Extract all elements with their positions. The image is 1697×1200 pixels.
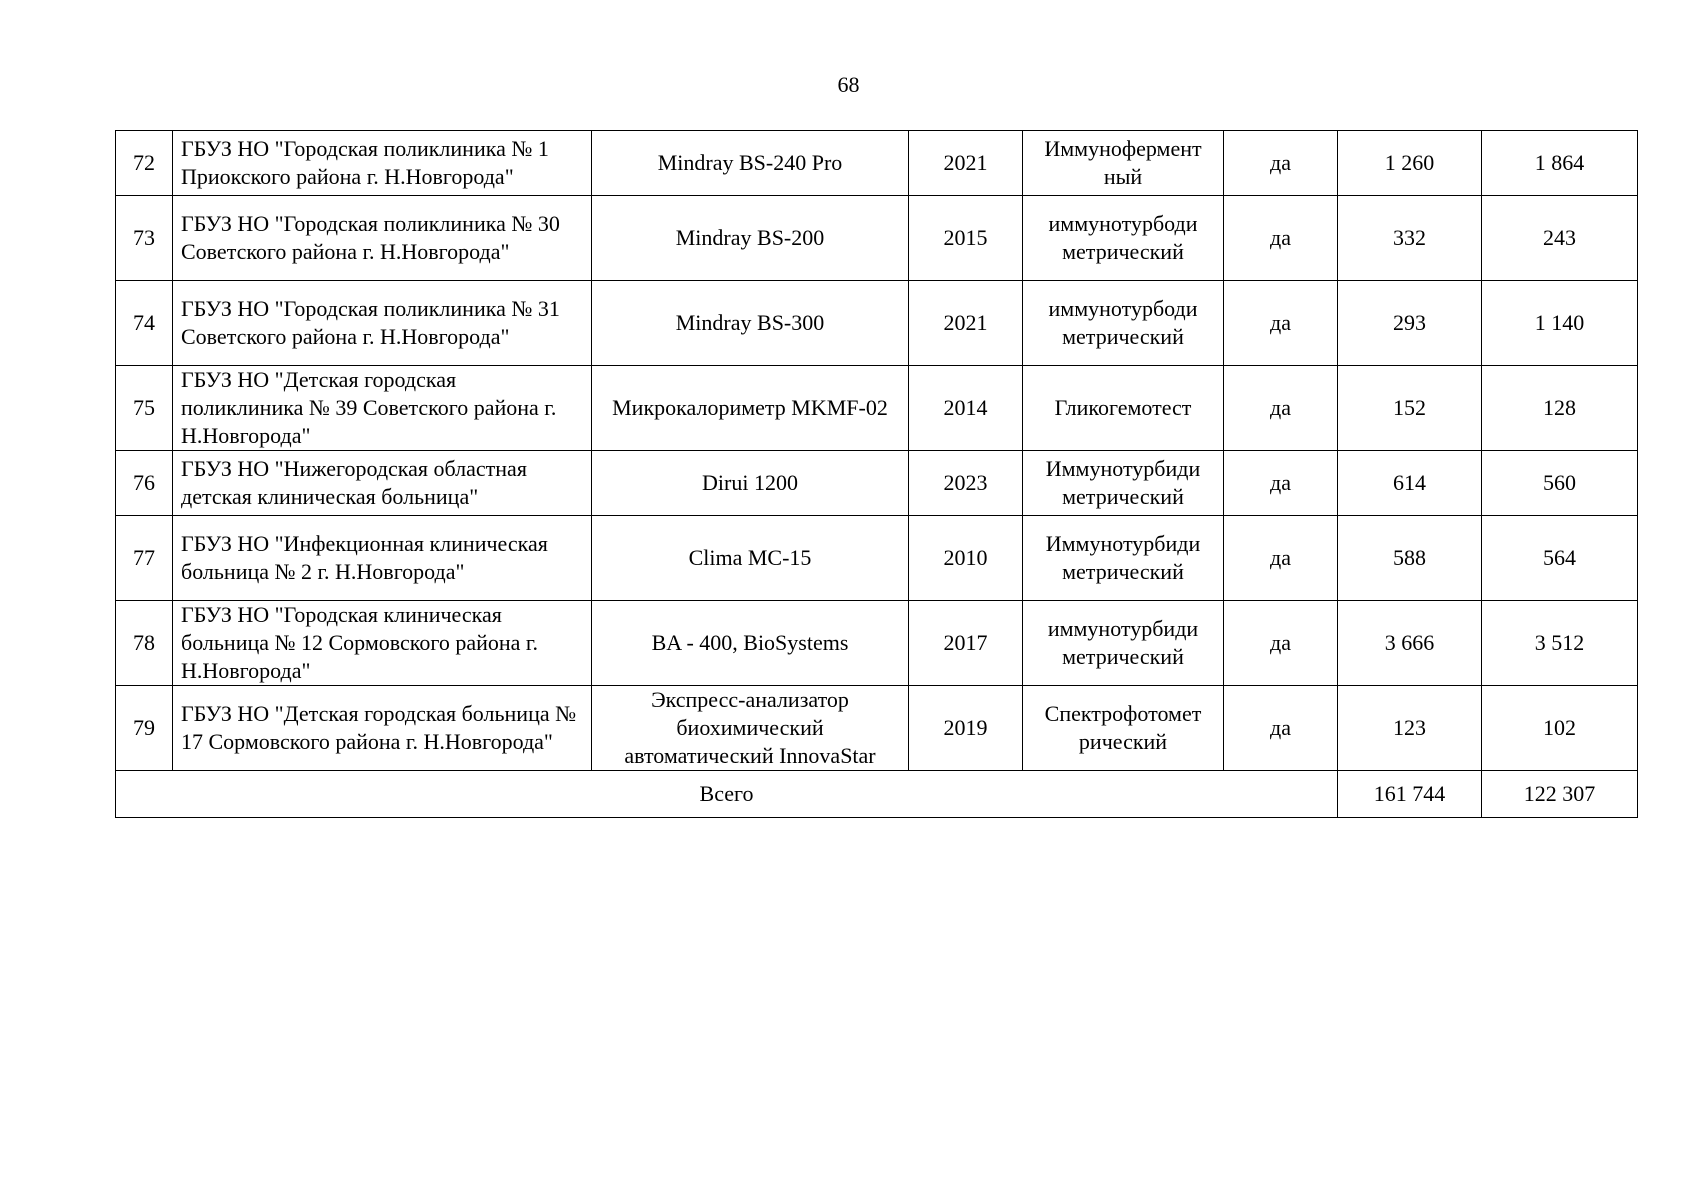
flag: да bbox=[1224, 131, 1338, 196]
year: 2015 bbox=[909, 196, 1023, 281]
value-2: 1 864 bbox=[1482, 131, 1638, 196]
flag: да bbox=[1224, 366, 1338, 451]
value-2: 128 bbox=[1482, 366, 1638, 451]
flag: да bbox=[1224, 686, 1338, 771]
table-row bbox=[116, 451, 1638, 516]
flag: да bbox=[1224, 516, 1338, 601]
row-number: 78 bbox=[116, 601, 173, 686]
organization-name: ГБУЗ НО "Инфекционная клиническая больница № 2 г. Н.Новгорода" bbox=[173, 516, 592, 601]
table-row bbox=[116, 686, 1638, 771]
value-1: 3 666 bbox=[1338, 601, 1482, 686]
row-number: 73 bbox=[116, 196, 173, 281]
organization-name: ГБУЗ НО "Детская городская поликлиника № 39 Советского района г. Н.Новгорода" bbox=[173, 366, 592, 451]
total-value-2: 122 307 bbox=[1482, 771, 1638, 818]
method: иммунотурбоди метрический bbox=[1023, 281, 1224, 366]
organization-name: ГБУЗ НО "Городская поликлиника № 31 Советского района г. Н.Новгорода" bbox=[173, 281, 592, 366]
analyzer-model: Mindray BS-240 Pro bbox=[592, 131, 909, 196]
value-2: 102 bbox=[1482, 686, 1638, 771]
analyzer-model: Clima MC-15 bbox=[592, 516, 909, 601]
year: 2021 bbox=[909, 131, 1023, 196]
row-number: 75 bbox=[116, 366, 173, 451]
row-number: 72 bbox=[116, 131, 173, 196]
table-row bbox=[116, 281, 1638, 366]
organization-name: ГБУЗ НО "Нижегородская областная детская клиническая больница" bbox=[173, 451, 592, 516]
value-1: 614 bbox=[1338, 451, 1482, 516]
method: иммунотурбиди метрический bbox=[1023, 601, 1224, 686]
table-row bbox=[116, 131, 1638, 196]
value-1: 1 260 bbox=[1338, 131, 1482, 196]
value-1: 123 bbox=[1338, 686, 1482, 771]
total-value-1: 161 744 bbox=[1338, 771, 1482, 818]
total-row bbox=[116, 771, 1638, 818]
row-number: 76 bbox=[116, 451, 173, 516]
organization-name: ГБУЗ НО "Детская городская больница № 17 Сормовского района г. Н.Новгорода" bbox=[173, 686, 592, 771]
analyzer-model: Экспресс-анализатор биохимический автоматический InnovaStar bbox=[592, 686, 909, 771]
table-row bbox=[116, 516, 1638, 601]
value-2: 1 140 bbox=[1482, 281, 1638, 366]
flag: да bbox=[1224, 451, 1338, 516]
method: Иммунотурбиди метрический bbox=[1023, 451, 1224, 516]
value-1: 152 bbox=[1338, 366, 1482, 451]
table-row bbox=[116, 366, 1638, 451]
value-1: 588 bbox=[1338, 516, 1482, 601]
organization-name: ГБУЗ НО "Городская поликлиника № 1 Приокского района г. Н.Новгорода" bbox=[173, 131, 592, 196]
year: 2010 bbox=[909, 516, 1023, 601]
analyzer-model: BA - 400, BioSystems bbox=[592, 601, 909, 686]
total-label: Всего bbox=[116, 771, 1338, 818]
value-2: 243 bbox=[1482, 196, 1638, 281]
value-2: 564 bbox=[1482, 516, 1638, 601]
analyzer-model: Mindray BS-200 bbox=[592, 196, 909, 281]
analyzer-model: Mindray BS-300 bbox=[592, 281, 909, 366]
method: Гликогемотест bbox=[1023, 366, 1224, 451]
year: 2019 bbox=[909, 686, 1023, 771]
value-1: 293 bbox=[1338, 281, 1482, 366]
method: Иммунотурбиди метрический bbox=[1023, 516, 1224, 601]
flag: да bbox=[1224, 601, 1338, 686]
analyzer-model: Dirui 1200 bbox=[592, 451, 909, 516]
row-number: 77 bbox=[116, 516, 173, 601]
year: 2017 bbox=[909, 601, 1023, 686]
year: 2021 bbox=[909, 281, 1023, 366]
value-1: 332 bbox=[1338, 196, 1482, 281]
row-number: 79 bbox=[116, 686, 173, 771]
value-2: 3 512 bbox=[1482, 601, 1638, 686]
table-row bbox=[116, 196, 1638, 281]
value-2: 560 bbox=[1482, 451, 1638, 516]
analyzer-model: Микрокалориметр MKMF-02 bbox=[592, 366, 909, 451]
method: Спектрофотомет рический bbox=[1023, 686, 1224, 771]
method: иммунотурбоди метрический bbox=[1023, 196, 1224, 281]
organization-name: ГБУЗ НО "Городская поликлиника № 30 Советского района г. Н.Новгорода" bbox=[173, 196, 592, 281]
flag: да bbox=[1224, 196, 1338, 281]
year: 2023 bbox=[909, 451, 1023, 516]
year: 2014 bbox=[909, 366, 1023, 451]
page-number: 68 bbox=[837, 72, 860, 97]
table-row bbox=[116, 601, 1638, 686]
equipment-table bbox=[115, 130, 1638, 818]
organization-name: ГБУЗ НО "Городская клиническая больница № 12 Сормовского района г. Н.Новгорода" bbox=[173, 601, 592, 686]
method: Иммунофермент ный bbox=[1023, 131, 1224, 196]
flag: да bbox=[1224, 281, 1338, 366]
row-number: 74 bbox=[116, 281, 173, 366]
